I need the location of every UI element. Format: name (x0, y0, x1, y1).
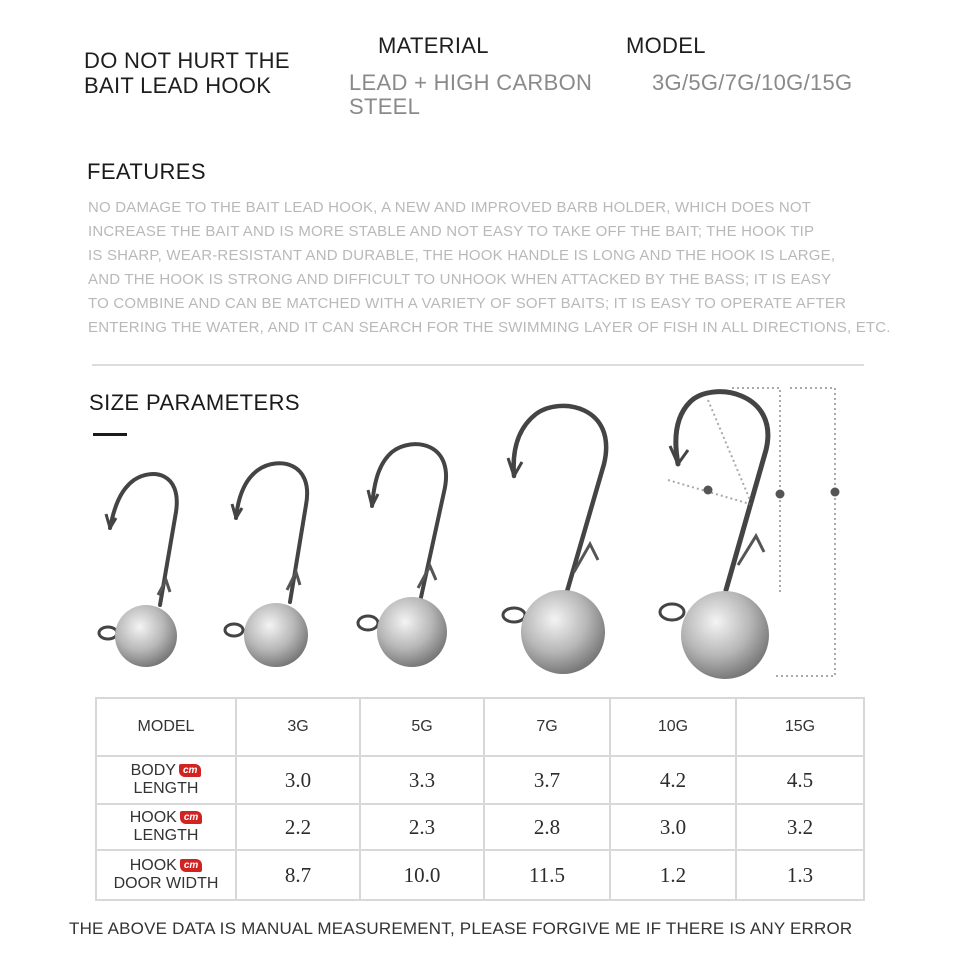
jig-hook-7g (358, 444, 447, 667)
table-col-header: 15G (736, 698, 864, 756)
row-label-hook-door-width: HOOK cm DOOR WIDTH (96, 850, 236, 900)
table-corner-model: MODEL (96, 698, 236, 756)
product-name (84, 48, 290, 98)
product-name-line1: DO NOT HURT THE (84, 48, 290, 73)
features-line: AND THE HOOK IS STRONG AND DIFFICULT TO UNHOOK WHEN ATTACKED BY THE BASS; IT IS EASY (88, 271, 832, 288)
jig-hooks-illustration (0, 380, 960, 690)
material-value (349, 71, 592, 119)
row-label-hook-length: HOOK cm LENGTH (96, 804, 236, 850)
dimension-dot-hook-length (776, 490, 785, 499)
table-cell: 4.2 (610, 756, 736, 804)
cm-unit-badge: cm (180, 859, 202, 872)
dimension-dot-hook-door (704, 486, 713, 495)
table-col-header: 7G (484, 698, 610, 756)
material-value-line2: STEEL (349, 94, 421, 119)
model-value: 3G/5G/7G/10G/15G (652, 70, 853, 95)
table-cell: 2.2 (236, 804, 360, 850)
table-cell: 8.7 (236, 850, 360, 900)
table-cell: 3.0 (610, 804, 736, 850)
table-cell: 3.2 (736, 804, 864, 850)
measurement-disclaimer: THE ABOVE DATA IS MANUAL MEASUREMENT, PLEASE FORGIVE ME IF THERE IS ANY ERROR (69, 919, 853, 938)
size-spec-table (95, 697, 865, 901)
table-col-header: 10G (610, 698, 736, 756)
table-cell: 4.5 (736, 756, 864, 804)
table-row (96, 804, 864, 850)
table-cell: 1.2 (610, 850, 736, 900)
features-line: IS SHARP, WEAR-RESISTANT AND DURABLE, THE HOOK HANDLE IS LONG AND THE HOOK IS LARGE, (88, 247, 836, 264)
table-cell: 2.8 (484, 804, 610, 850)
model-label: MODEL (626, 33, 706, 58)
features-title: FEATURES (87, 159, 206, 184)
cm-unit-badge: cm (180, 811, 202, 824)
table-col-header: 5G (360, 698, 484, 756)
table-col-header: 3G (236, 698, 360, 756)
table-row (96, 756, 864, 804)
table-cell: 1.3 (736, 850, 864, 900)
table-cell: 3.7 (484, 756, 610, 804)
jig-hook-3g (99, 474, 177, 667)
row-label-body-length: BODY cm LENGTH (96, 756, 236, 804)
features-line: NO DAMAGE TO THE BAIT LEAD HOOK, A NEW AND IMPROVED BARB HOLDER, WHICH DOES NOT (88, 199, 812, 216)
table-cell: 2.3 (360, 804, 484, 850)
dimension-dot-body-length (831, 488, 840, 497)
table-cell: 3.3 (360, 756, 484, 804)
features-line: INCREASE THE BAIT AND IS MORE STABLE AND NOT EASY TO TAKE OFF THE BAIT; THE HOOK TIP (88, 223, 815, 240)
features-description (88, 196, 948, 340)
features-line: TO COMBINE AND CAN BE MATCHED WITH A VARIETY OF SOFT BAITS; IT IS EASY TO OPERATE AFTER (88, 295, 847, 312)
jig-hook-5g (225, 463, 308, 667)
table-cell: 11.5 (484, 850, 610, 900)
section-divider (92, 364, 864, 366)
material-value-line1: LEAD + HIGH CARBON (349, 70, 593, 95)
table-cell: 3.0 (236, 756, 360, 804)
material-label: MATERIAL (378, 33, 489, 58)
size-parameters-title: SIZE PARAMETERS (89, 390, 300, 415)
jig-hook-10g (503, 406, 606, 674)
table-row (96, 850, 864, 900)
jig-hook-15g (660, 392, 769, 679)
product-name-line2: BAIT LEAD HOOK (84, 73, 272, 98)
features-line: ENTERING THE WATER, AND IT CAN SEARCH FOR THE SWIMMING LAYER OF FISH IN ALL DIRECTIONS, ETC. (88, 319, 891, 336)
table-header-row (96, 698, 864, 756)
table-cell: 10.0 (360, 850, 484, 900)
cm-unit-badge: cm (179, 764, 201, 777)
